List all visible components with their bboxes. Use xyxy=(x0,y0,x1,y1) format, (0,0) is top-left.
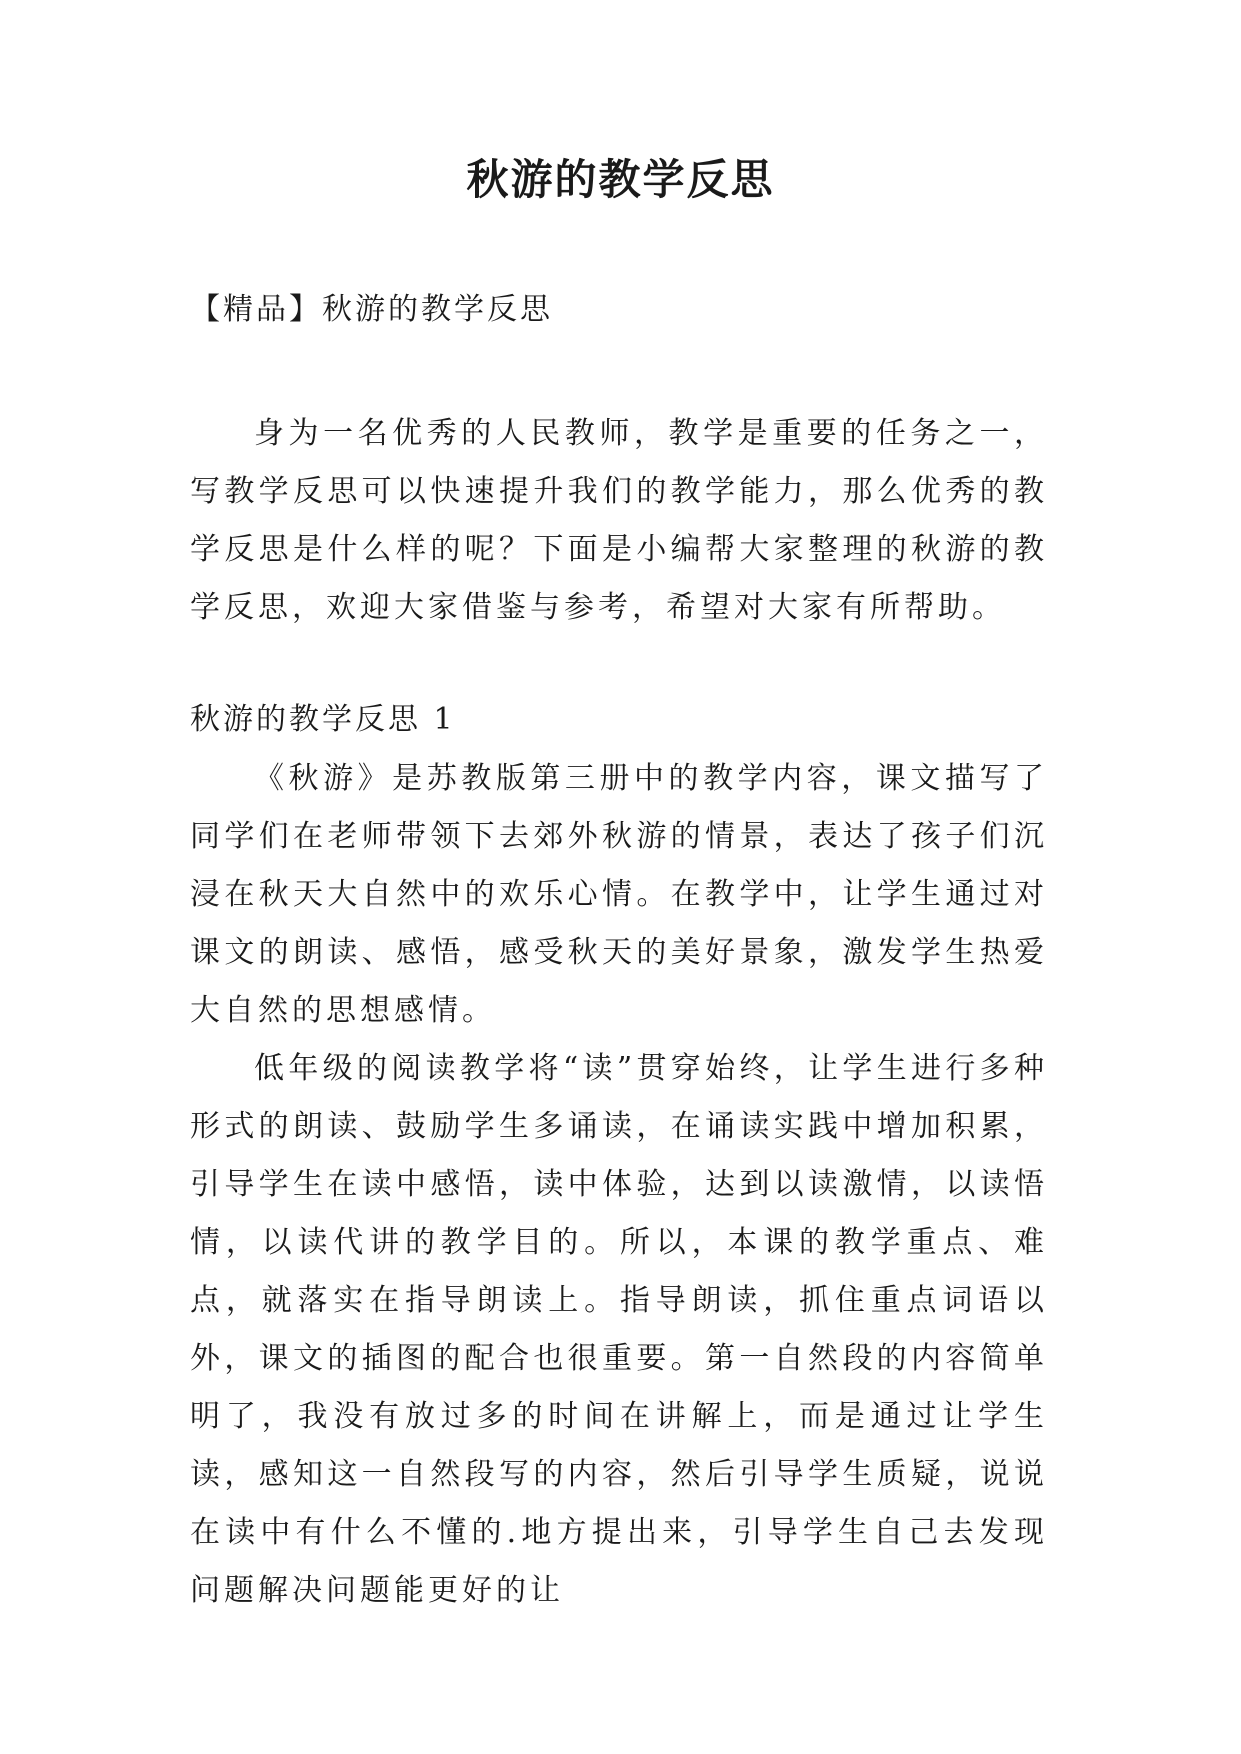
section-paragraph-1: 《秋游》是苏教版第三册中的教学内容，课文描写了同学们在老师带领下去郊外秋游的情景，表达了孩子们沉浸在秋天大自然中的欢乐心情。在教学中，让学生通过对课文的朗读、感悟，感受秋天的美好景象，激发学生热爱大自然的思想感情。 xyxy=(190,761,1048,1028)
document-subtitle: 【精品】秋游的教学反思 xyxy=(190,292,553,327)
document-title: 秋游的教学反思 xyxy=(466,155,775,204)
intro-paragraph: 身为一名优秀的人民教师，教学是重要的任务之一，写教学反思可以快速提升我们的教学能力，那么优秀的教学反思是什么样的呢？下面是小编帮大家整理的秋游的教学反思，欢迎大家借鉴与参考，希望对大家有所帮助。 xyxy=(190,416,1048,625)
section-paragraph-2: 低年级的阅读教学将“读”贯穿始终，让学生进行多种形式的朗读、鼓励学生多诵读，在诵读实践中增加积累，引导学生在读中感悟，读中体验，达到以读激情，以读悟情，以读代讲的教学目的。所以，本课的教学重点、难点，就落实在指导朗读上。指导朗读，抓住重点词语以外，课文的插图的配合也很重要。第一自然段的内容简单明了，我没有放过多的时间在讲解上，而是通过让学生读，感知这一自然段写的内容，然后引导学生质疑，说说在读中有什么不懂的.地方提出来，引导学生自己去发现问题解决问题能更好的让 xyxy=(190,1051,1048,1608)
section-heading: 秋游的教学反思 1 xyxy=(190,702,456,737)
